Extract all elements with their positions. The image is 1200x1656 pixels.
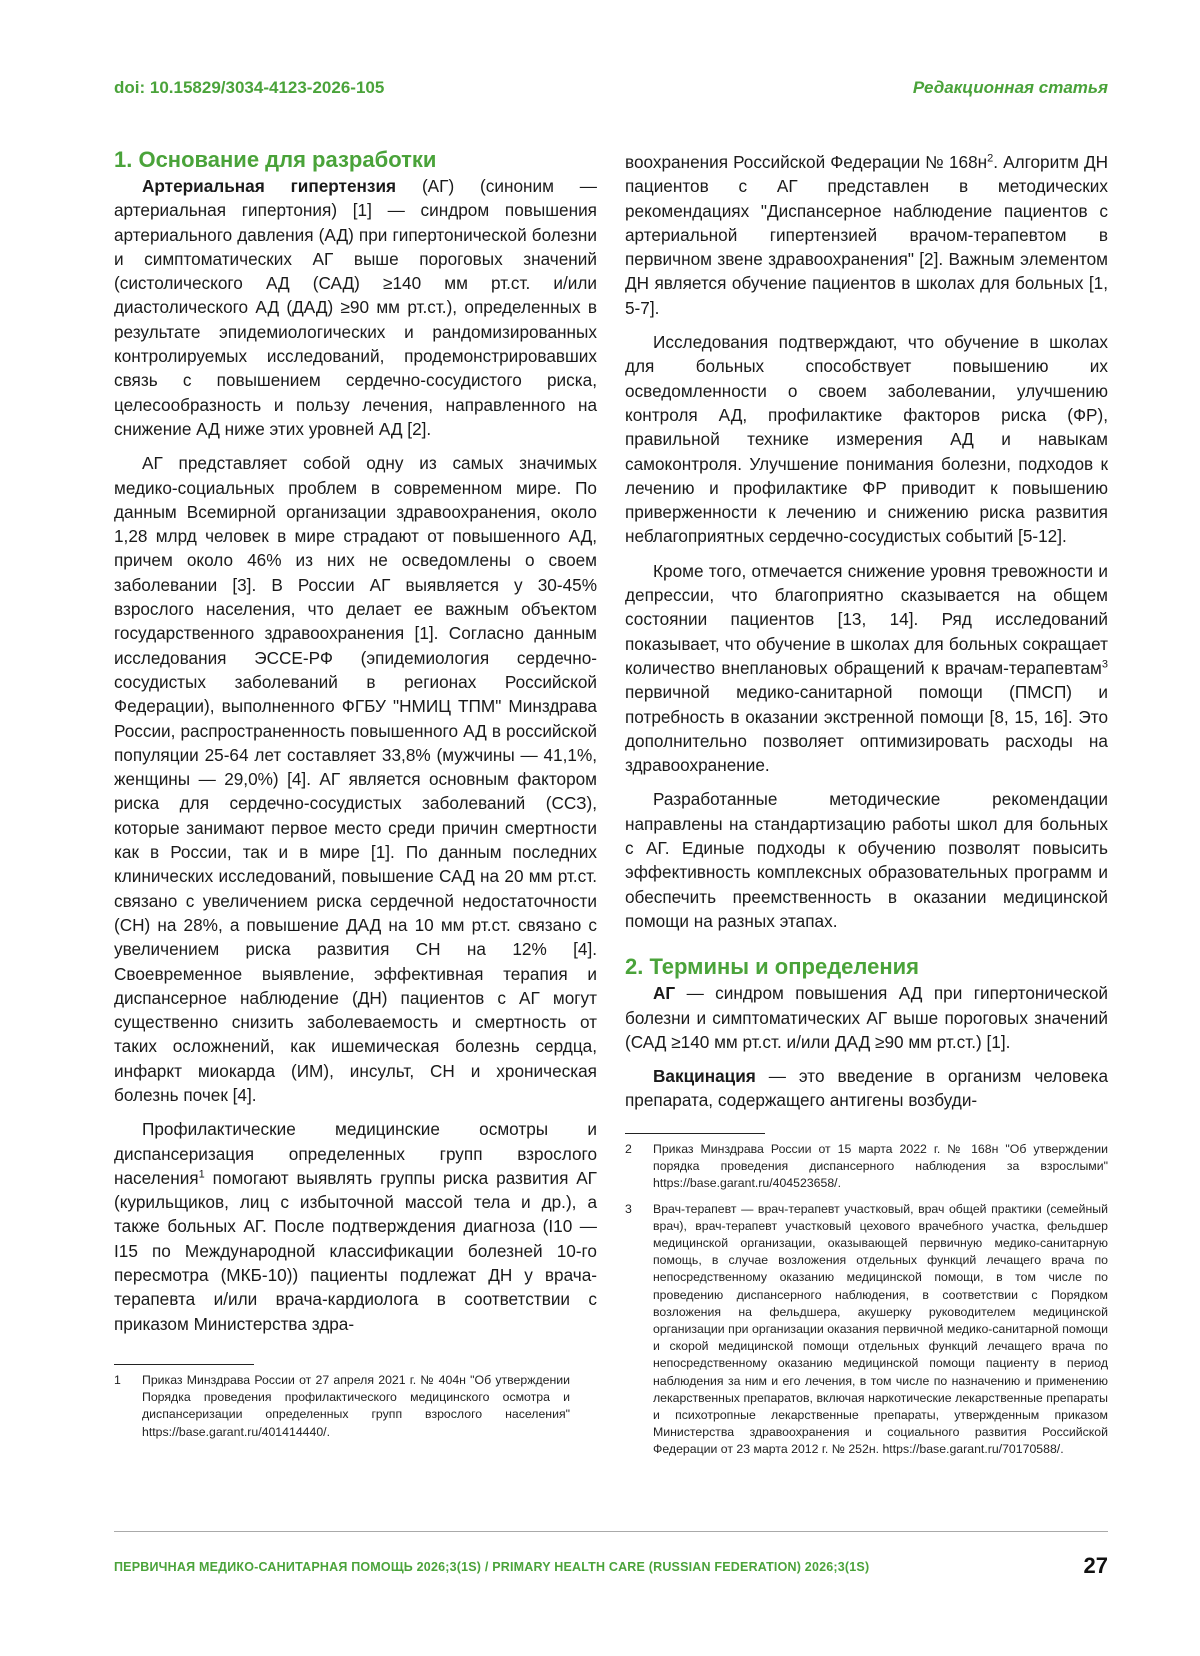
footnote-rule-right — [625, 1133, 765, 1134]
paragraph-order-168 — [625, 150, 1108, 320]
left-column — [114, 146, 597, 1336]
term-vaccination: Вакцинация — [653, 1066, 756, 1087]
footnote-number: 1 — [114, 1373, 121, 1387]
doi-link[interactable]: doi: 10.15829/3034-4123-2026-105 — [114, 78, 385, 97]
term-definition-ag — [625, 981, 1108, 1054]
paragraph-ag-definition — [114, 174, 597, 441]
term-definition-vaccination — [625, 1064, 1108, 1113]
right-column — [625, 150, 1108, 1113]
footnote-rule-left — [114, 1364, 254, 1365]
footnote-1 — [114, 1372, 570, 1441]
term-ag-bold: АГ — [653, 983, 676, 1004]
paragraph-text: воохранения Российской Федерации № 168н — [625, 152, 988, 172]
paragraph-text: Профилактические медицинские осмотры и диспансеризация определенных групп взрослого населения — [114, 1119, 597, 1188]
paragraph-text: . Алгоритм ДН пациентов с АГ представлен в методических рекомендациях "Диспансерное наблюдение пациентов с артериальной гипертензией врачом-терапевтом в первичном звене здравоохранения" [2]. Важным элементом ДН является обучение пациентов в школах для больных [1, 5-7]. — [625, 152, 1108, 318]
footnotes-left — [114, 1372, 570, 1441]
running-header — [114, 78, 1108, 104]
paragraph-text: первичной медико-санитарной помощи (ПМСП) и потребность в оказании экстренной помощи [8, 15, 16]. Это дополнительно позволяет оптимизировать расходы на здравоохранение. — [625, 682, 1108, 776]
paragraph-screening — [114, 1117, 597, 1336]
term-ag: Артериальная гипертензия — [142, 176, 397, 196]
paragraph-text: — это введение в организм человека препарата, содержащего антигены возбуди- — [625, 1066, 1108, 1111]
footnote-number: 2 — [625, 1142, 632, 1156]
footnote-2 — [625, 1141, 1108, 1193]
footer-rule — [114, 1531, 1108, 1532]
footnote-text: Приказ Минздрава России от 27 апреля 2021 г. № 404н "Об утверждении Порядка проведения профилактического медицинского осмотра и диспансеризации определенных групп взрослого населения" https://base.garant.ru/401414440/. — [142, 1373, 570, 1439]
page-number: 27 — [1083, 1553, 1108, 1578]
paragraph-recommendations: Разработанные методические рекомендации направлены на стандартизацию работы школ для больных с АГ. Единые подходы к обучению позволят повысить эффективность комплексных образовательных программ и обеспечить преемственность в оказании медицинской помощи на разных этапах. — [625, 789, 1108, 931]
paragraph-text: — синдром повышения АД при гипертонической болезни и симптоматических АГ выше пороговых значений (САД ≥140 мм рт.ст. и/или ДАД ≥90 мм рт.ст.) [1]. — [625, 983, 1108, 1052]
footnote-ref-3[interactable]: 3 — [1101, 658, 1108, 671]
running-footer — [114, 1553, 1108, 1583]
footnote-3 — [625, 1201, 1108, 1459]
paragraph-anxiety — [625, 559, 1108, 778]
footnote-ref-1[interactable]: 1 — [198, 1168, 205, 1181]
footnote-text: Приказ Минздрава России от 15 марта 2022 г. № 168н "Об утверждении порядка проведения диспансерного наблюдения за взрослыми" https://base.garant.ru/404523658/. — [653, 1142, 1108, 1191]
paragraph-ag-problem: АГ представляет собой одну из самых значимых медико-социальных проблем в современном мире. По данным Всемирной организации здравоохранения, около 1,28 млрд человек в мире страдают от повышенного АД, причем около 46% из них не осведомлены о своем заболевании [3]. В России АГ выявляется у 30-45% взрослого населения, что делает ее важным объектом государственного здравоохранения [1]. Согласно данным исследования ЭССЕ-РФ (эпидемиология сердечно-сосудистых заболеваний в регионах Российской Федерации), выполненного ФГБУ "НМИЦ ТПМ" Минздрава России, распространенность повышенного АД в российской популяции 25-64 лет составляет 33,8% (мужчины — 41,1%, женщины — 29,0%) [4]. АГ является основным фактором риска для сердечно-сосудистых заболеваний (ССЗ), которые занимают первое место среди причин смертности как в России, так и в мире [1]. По данным последних клинических исследований, повышение САД на 20 мм рт.ст. связано с увеличением риска сердечной недостаточности (СН) на 28%, а повышение ДАД на 10 мм рт.ст. связано с увеличением риска развития СН на 12% [4]. Своевременное выявление, эффективная терапия и диспансерное наблюдение (ДН) пациентов с АГ могут существенно снизить заболеваемость и смертность от таких осложнений, как ишемическая болезнь сердца, инфаркт миокарда (ИМ), инсульт, СН и хроническая болезнь почек [4]. — [114, 453, 597, 1105]
section-2-title: 2. Термины и определения — [625, 954, 919, 980]
footnotes-right — [625, 1141, 1108, 1459]
paragraph-text: Кроме того, отмечается снижение уровня тревожности и депрессии, что благоприятно сказывается на общем состоянии пациентов [13, 14]. Ряд исследований показывает, что обучение в школах для больных сокращает количество внеплановых обращений к врачам-терапевтам — [625, 560, 1108, 678]
footnote-number: 3 — [625, 1201, 632, 1216]
paragraph-text: (АГ) (синоним — артериальная гипертония) [1] — синдром повышения артериального давления (АД) при гипертонической болезни и симптоматических АГ выше пороговых значений (систолического АД (САД) ≥140 мм рт.ст. и/или диастолического АД (ДАД) ≥90 мм рт.ст.), определенных в результате эпидемиологических и рандомизированных контролируемых исследований, продемонстрировавших связь с повышением сердечно-сосудистого риска, целесообразность и пользу лечения, направленного на снижение АД ниже этих уровней АД [2]. — [114, 176, 597, 439]
article-type: Редакционная статья — [912, 78, 1108, 97]
paragraph-studies: Исследования подтверждают, что обучение в школах для больных способствует повышению их осведомленности о своем заболевании, улучшению контроля АД, профилактике факторов риска (ФР), правильной технике измерения АД и навыкам самоконтроля. Улучшение понимания болезни, подходов к лечению и профилактике ФР приводит к повышению приверженности к лечению и снижению риска развития неблагоприятных сердечно-сосудистых событий [5-12]. — [625, 332, 1108, 547]
paragraph-text: помогают выявлять группы риска развития АГ (курильщиков, лиц с избыточной массой тела и др.), а также больных АГ. После подтверждения диагноза (I10 — I15 по Международной классификации болезней 10-го пересмотра (МКБ-10)) пациенты подлежат ДН у врача-терапевта и/или врача-кардиолога в соответствии с приказом Министерства здра- — [114, 1167, 597, 1334]
footnote-ref-2[interactable]: 2 — [987, 152, 994, 165]
section-1-title: 1. Основание для разработки — [114, 147, 437, 172]
footnote-text: Врач-терапевт — врач-терапевт участковый, врач общей практики (семейный врач), врач-терапевт участковый цехового врачебного участка, фельдшер медицинской организации, оказывающей первичную медико-санитарную помощь, в случае возложения отдельных функций лечащего врача по непосредственному оказанию медицинской помощи, в том числе по проведению диспансерного наблюдения, в соответствии с Порядком возложения на фельдшера, акушерку руководителем медицинской организации при организации оказания первичной медико-санитарной помощи и скорой медицинской помощи отдельных функций лечащего врача по непосредственному оказанию медицинской помощи пациенту в период наблюдения за ним и его лечения, в том числе по назначению и применению лекарственных препаратов, включая наркотические лекарственные препараты и психотропные лекарственные препараты, утвержденным приказом Министерства здравоохранения и социального развития Российской Федерации от 23 марта 2012 г. № 252н. https://base.garant.ru/70170588/. — [653, 1201, 1108, 1457]
journal-name: ПЕРВИЧНАЯ МЕДИКО-САНИТАРНАЯ ПОМОЩЬ 2026;3(1S) / PRIMARY HEALTH CARE (RUSSIAN FEDERATION) 2026;3(1S) — [114, 1560, 870, 1574]
